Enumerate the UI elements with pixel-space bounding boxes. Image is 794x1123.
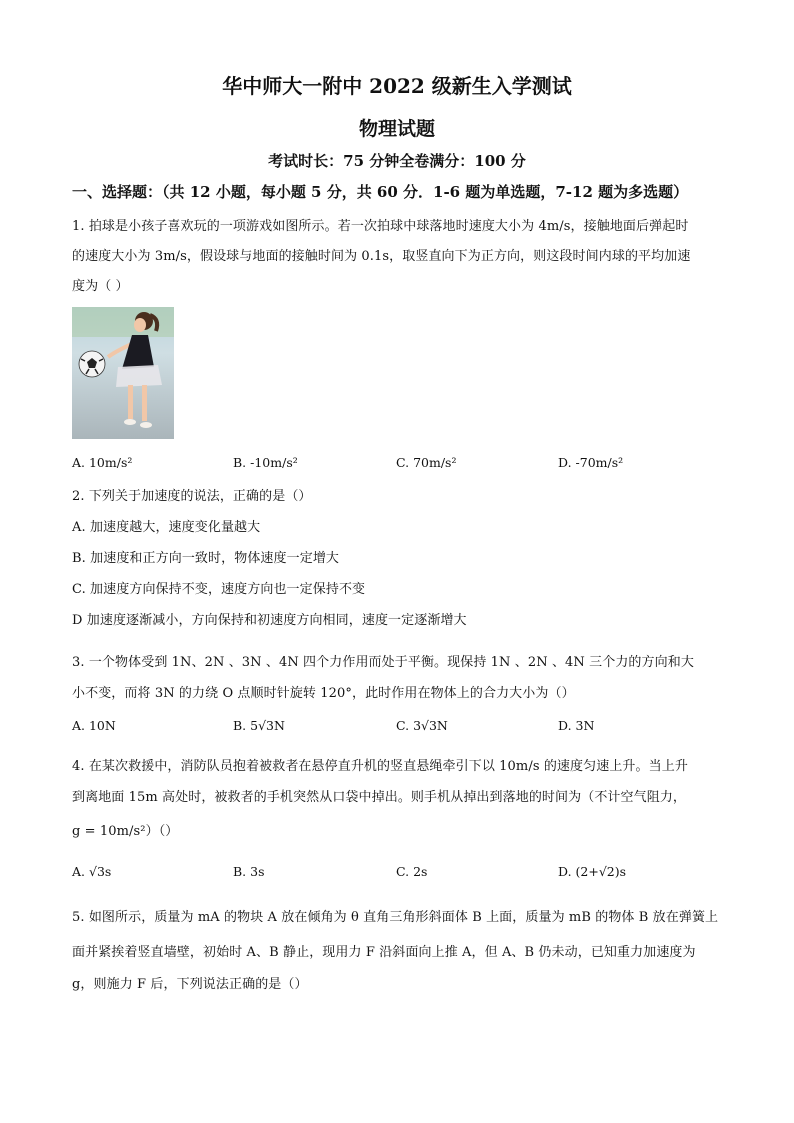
q5-line-3: g，则施力 F 后，下列说法正确的是（） [72, 977, 308, 992]
q3-option-b[interactable]: B. 5√3N [233, 718, 285, 733]
q1-option-d[interactable]: D. -70m/s² [558, 455, 624, 470]
q4-line-2: 到离地面 15m 高处时，被救者的手机突然从口袋中掉出。则手机从掉出到落地的时间为（不计空气阻力， [72, 790, 687, 805]
q2-option-a[interactable]: A. 加速度越大，速度变化量越大 [72, 520, 261, 535]
q5-line-1: 5. 如图所示，质量为 mA 的物块 A 放在倾角为 θ 直角三角形斜面体 B 上面，质量为 mB 的物体 B 放在弹簧上 [72, 910, 719, 925]
section-heading: 一、选择题：（共 12 小题，每小题 5 分，共 60 分．1-6 题为单选题，7-12 题为多选题） [72, 183, 689, 201]
q1-line-3: 度为（ ） [72, 279, 129, 294]
q4-option-a[interactable]: A. √3s [72, 864, 112, 879]
q2-option-c[interactable]: C. 加速度方向保持不变，速度方向也一定保持不变 [72, 582, 366, 597]
q2-option-b[interactable]: B. 加速度和正方向一致时，物体速度一定增大 [72, 551, 340, 566]
exam-info: 考试时长：75 分钟全卷满分：100 分 [268, 152, 526, 170]
q3-option-d[interactable]: D. 3N [558, 718, 595, 733]
q2-option-d[interactable]: D 加速度逐渐减小，方向保持和初速度方向相同，速度一定逐渐增大 [72, 613, 467, 628]
q4-option-d[interactable]: D. (2+√2)s [558, 864, 627, 879]
q4-option-b[interactable]: B. 3s [233, 864, 265, 879]
q3-line-2: 小不变，而将 3N 的力绕 O 点顺时针旋转 120°，此时作用在物体上的合力大小为（） [72, 686, 575, 701]
q1-option-c[interactable]: C. 70m/s² [396, 455, 457, 470]
q1-option-b[interactable]: B. -10m/s² [233, 455, 298, 470]
q4-line-1: 4. 在某次救援中，消防队员抱着被救者在悬停直升机的竖直悬绳牵引下以 10m/s 的速度匀速上升。当上升 [72, 759, 688, 774]
q3-line-1: 3. 一个物体受到 1N、2N 、3N 、4N 四个力作用而处于平衡。现保持 1N 、2N 、4N 三个力的方向和大 [72, 655, 694, 670]
exam-title: 华中师大一附中 2022 级新生入学测试 [222, 74, 572, 98]
q4-option-c[interactable]: C. 2s [396, 864, 428, 879]
q1-line-1: 1. 拍球是小孩子喜欢玩的一项游戏如图所示。若一次拍球中球落地时速度大小为 4m/s，接触地面后弹起时 [72, 219, 689, 234]
q1-line-2: 的速度大小为 3m/s，假设球与地面的接触时间为 0.1s，取竖直向下为正方向，则这段时间内球的平均加速 [72, 249, 691, 264]
q4-line-3: g = 10m/s²）（） [72, 824, 179, 839]
q1-option-a[interactable]: A. 10m/s² [72, 455, 133, 470]
q3-option-c[interactable]: C. 3√3N [396, 718, 448, 733]
q2-stem: 2. 下列关于加速度的说法，正确的是（） [72, 489, 312, 504]
q3-option-a[interactable]: A. 10N [72, 718, 116, 733]
q5-line-2: 面并紧挨着竖直墙壁，初始时 A、B 静止，现用力 F 沿斜面向上推 A，但 A、B 仍未动，已知重力加速度为 [72, 945, 696, 960]
exam-subtitle: 物理试题 [358, 118, 435, 140]
girl-bouncing-ball-photo [72, 307, 174, 439]
